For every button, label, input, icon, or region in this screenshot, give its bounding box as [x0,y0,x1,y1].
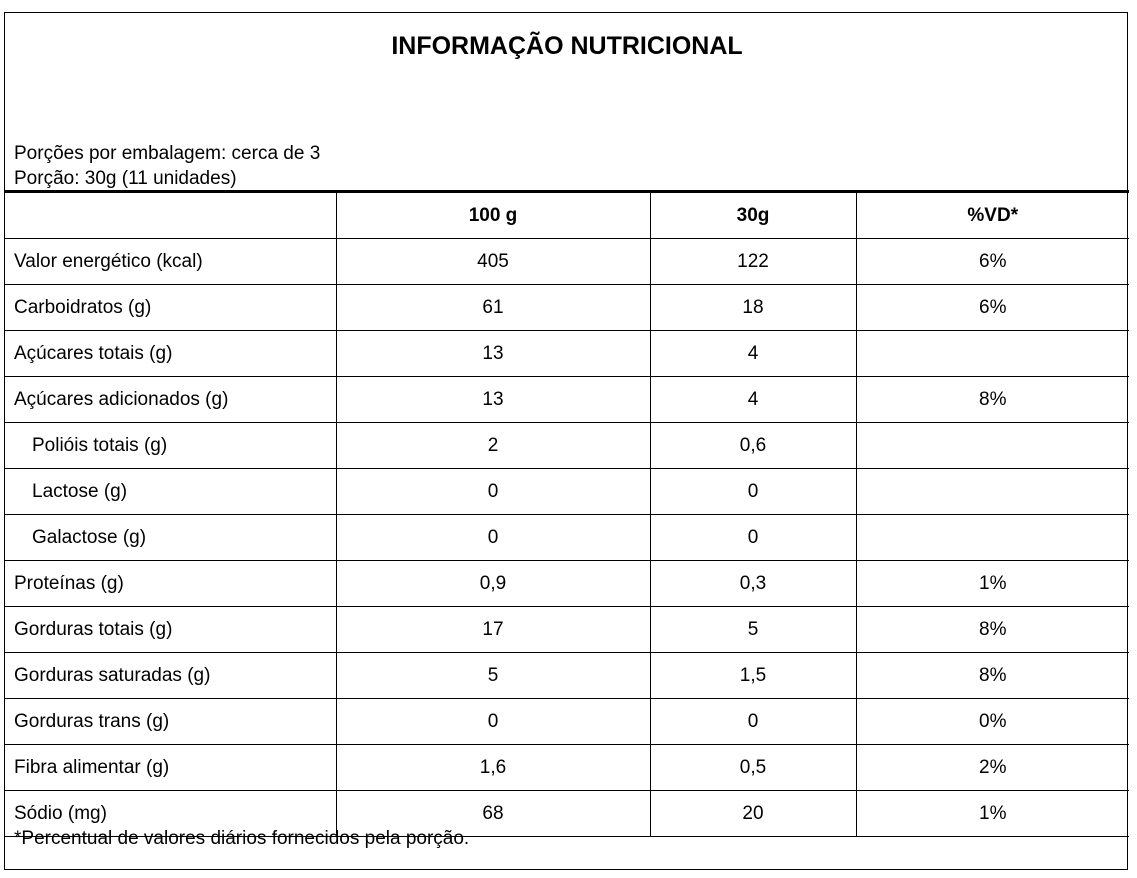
table-row [5,515,1129,561]
daily-value-percent [856,423,1129,469]
daily-value-percent: 0% [856,699,1129,745]
daily-value-percent: 6% [856,239,1129,285]
value-per-serving: 0 [650,515,856,561]
value-per-100g: 2 [336,423,650,469]
value-per-serving: 1,5 [650,653,856,699]
table-row [5,285,1129,331]
daily-value-percent: 2% [856,745,1129,791]
nutrient-name: Açúcares adicionados (g) [5,377,336,423]
footnote: *Percentual de valores diários fornecidos pela porção. [14,828,470,849]
daily-value-percent [856,515,1129,561]
value-per-100g: 0 [336,469,650,515]
value-per-100g: 5 [336,653,650,699]
value-per-serving: 0,6 [650,423,856,469]
nutrient-name: Proteínas (g) [5,561,336,607]
nutrition-facts-label [4,12,1128,870]
label-title: INFORMAÇÃO NUTRICIONAL [391,32,743,60]
value-per-serving: 0,3 [650,561,856,607]
table-row [5,423,1129,469]
value-per-serving: 20 [650,791,856,837]
value-per-100g: 61 [336,285,650,331]
nutrient-name: Açúcares totais (g) [5,331,336,377]
nutrient-name: Gorduras totais (g) [5,607,336,653]
daily-value-percent [856,331,1129,377]
nutrient-name: Polióis totais (g) [5,423,336,469]
nutrient-name: Gorduras trans (g) [5,699,336,745]
value-per-serving: 5 [650,607,856,653]
nutrient-name: Sódio (mg) [5,791,336,837]
table-row [5,469,1129,515]
nutrient-name: Lactose (g) [5,469,336,515]
value-per-100g: 0 [336,699,650,745]
daily-value-percent: 6% [856,285,1129,331]
nutrient-name: Galactose (g) [5,515,336,561]
value-per-100g: 1,6 [336,745,650,791]
value-per-100g: 13 [336,331,650,377]
nutrition-table [5,193,1129,837]
table-row [5,607,1129,653]
value-per-serving: 122 [650,239,856,285]
nutrient-name: Fibra alimentar (g) [5,745,336,791]
value-per-serving: 0,5 [650,745,856,791]
value-per-100g: 17 [336,607,650,653]
value-per-serving: 4 [650,377,856,423]
value-per-100g: 405 [336,239,650,285]
column-header-daily-value: %VD* [856,193,1129,239]
daily-value-percent: 8% [856,653,1129,699]
value-per-100g: 68 [336,791,650,837]
table-header-row [5,193,1129,239]
value-per-serving: 4 [650,331,856,377]
value-per-serving: 18 [650,285,856,331]
table-row [5,377,1129,423]
nutrient-name: Valor energético (kcal) [5,239,336,285]
table-row [5,331,1129,377]
daily-value-percent [856,469,1129,515]
nutrient-name: Gorduras saturadas (g) [5,653,336,699]
value-per-100g: 0,9 [336,561,650,607]
table-row [5,653,1129,699]
table-row [5,745,1129,791]
column-header-serving: 30g [650,193,856,239]
daily-value-percent: 8% [856,607,1129,653]
value-per-serving: 0 [650,699,856,745]
value-per-100g: 13 [336,377,650,423]
table-row [5,561,1129,607]
daily-value-percent: 1% [856,791,1129,837]
daily-value-percent: 1% [856,561,1129,607]
table-row [5,239,1129,285]
value-per-100g: 0 [336,515,650,561]
table-row [5,699,1129,745]
value-per-serving: 0 [650,469,856,515]
column-header-100g: 100 g [336,193,650,239]
nutrient-name: Carboidratos (g) [5,285,336,331]
servings-per-package: Porções por embalagem: cerca de 3 [14,143,321,164]
daily-value-percent: 8% [856,377,1129,423]
serving-size: Porção: 30g (11 unidades) [14,168,237,189]
column-header-nutrient [5,193,336,239]
